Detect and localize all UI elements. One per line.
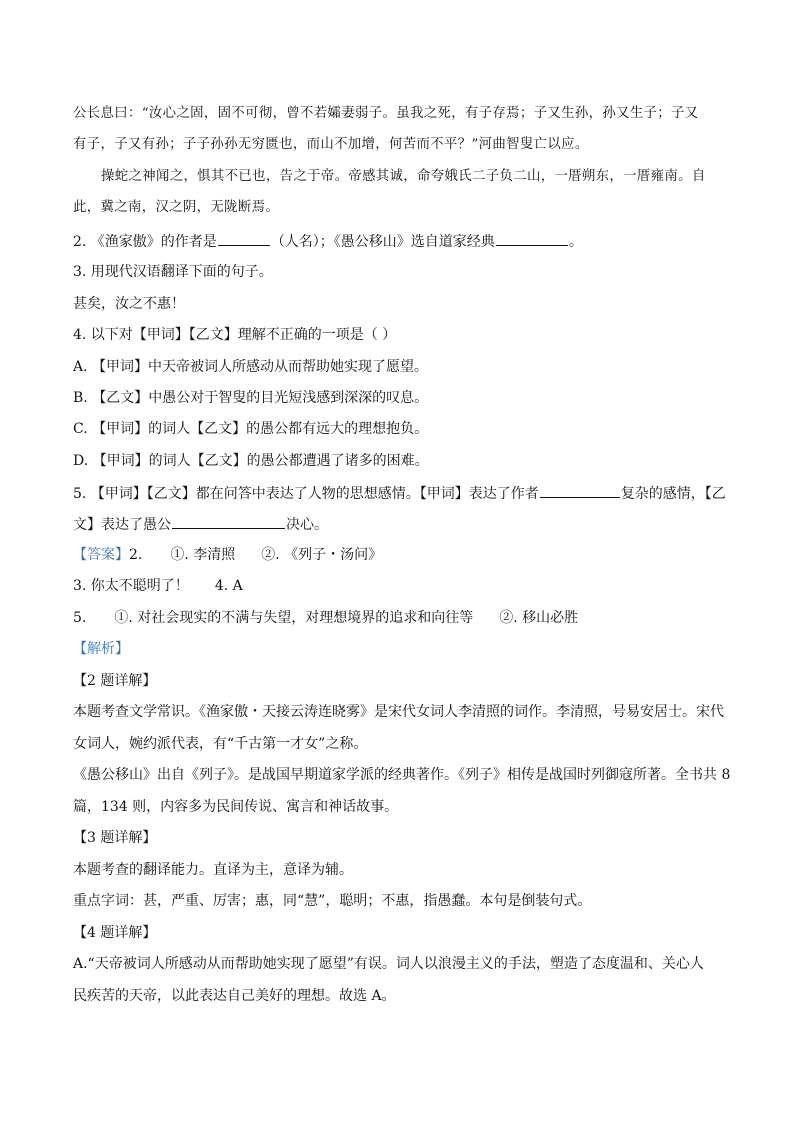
analysis-text: 女词人，婉约派代表，有“千古第一才女”之称。 — [73, 736, 368, 752]
question-3: 3. 用现代汉语翻译下面的句子。 — [73, 264, 273, 280]
answer-blank — [172, 514, 285, 529]
analysis-text: 篇，134 则，内容多为民间传说、寓言和神话故事。 — [73, 799, 399, 815]
question-3-sentence: 甚矣，汝之不惠！ — [73, 296, 185, 312]
section-heading: 【2 题详解】 — [73, 673, 157, 689]
passage-line: 操蛇之神闻之，惧其不已也，告之于帝。帝感其诚，命夸娥氏二子负二山，一厝朔东，一厝雍南。自 — [101, 169, 706, 184]
passage-line: 此，冀之南，汉之阴，无陇断焉。 — [73, 200, 280, 215]
answer-line: 【答案】2. ①. 李清照 ②. 《列子・汤问》 — [73, 547, 383, 563]
answer-blank — [540, 483, 620, 498]
analysis-text: 本题考查的翻译能力。直译为主，意译为辅。 — [73, 862, 353, 878]
option-c: C. 【甲词】的词人【乙文】的愚公都有远大的理想抱负。 — [73, 421, 429, 437]
option-b: B. 【乙文】中愚公对于智叟的目光短浅感到深深的叹息。 — [73, 390, 429, 406]
section-heading: 【3 题详解】 — [73, 830, 157, 846]
question-4: 4. 以下对【甲词】【乙文】理解不正确的一项是（ ） — [73, 327, 397, 343]
analysis-text: A.“天帝被词人所感动从而帮助她实现了愿望”有误。词人以浪漫主义的手法，塑造了态度温和、关心人 — [73, 956, 704, 972]
section-heading: 【4 题详解】 — [73, 925, 157, 941]
answer-blank — [218, 231, 270, 246]
analysis-text: 民疾苦的天帝，以此表达自己美好的理想。故选 A。 — [73, 988, 396, 1004]
option-d: D. 【甲词】的词人【乙文】的愚公都遭遇了诸多的困难。 — [73, 453, 429, 469]
answer-blank — [496, 231, 568, 246]
analysis-text: 本题考查文学常识。《渔家傲・天接云涛连晓雾》是宋代女词人李清照的词作。李清照，号易安居士。宋代 — [73, 704, 724, 720]
passage-line: 公长息曰：“汝心之固，固不可彻，曾不若孀妻弱子。虽我之死，有子存焉；子又生孙，孙又生子；子又 — [73, 106, 699, 121]
answer-line: 5. ①. 对社会现实的不满与失望，对理想境界的追求和向往等 ②. 移山必胜 — [73, 610, 579, 626]
analysis-label: 【解析】 — [73, 641, 129, 657]
answer-label: 【答案】 — [73, 547, 129, 563]
passage-line: 有子，子又有孙；子子孙孙无穷匮也，而山不加增，何苦而不平？”河曲智叟亡以应。 — [73, 137, 589, 152]
question-2: 2. 《渔家傲》的作者是 （人名）；《愚公移山》选自道家经典 。 — [73, 231, 583, 251]
question-5: 5. 【甲词】【乙文】都在问答中表达了人物的思想感情。【甲词】表达了作者 复杂的感情，【乙 — [73, 483, 726, 503]
question-5-cont: 文】表达了愚公 决心。 — [73, 514, 328, 534]
analysis-text: 重点字词：甚，严重、厉害；惠，同“慧”，聪明；不惠，指愚蠢。本句是倒装句式。 — [73, 893, 592, 909]
answer-line: 3. 你太不聪明了！ 4. A — [73, 578, 243, 594]
option-a: A. 【甲词】中天帝被词人所感动从而帮助她实现了愿望。 — [73, 359, 429, 375]
analysis-text: 《愚公移山》出自《列子》。是战国早期道家学派的经典著作。《列子》相传是战国时列御寇所著。全书共 8 — [73, 767, 731, 783]
